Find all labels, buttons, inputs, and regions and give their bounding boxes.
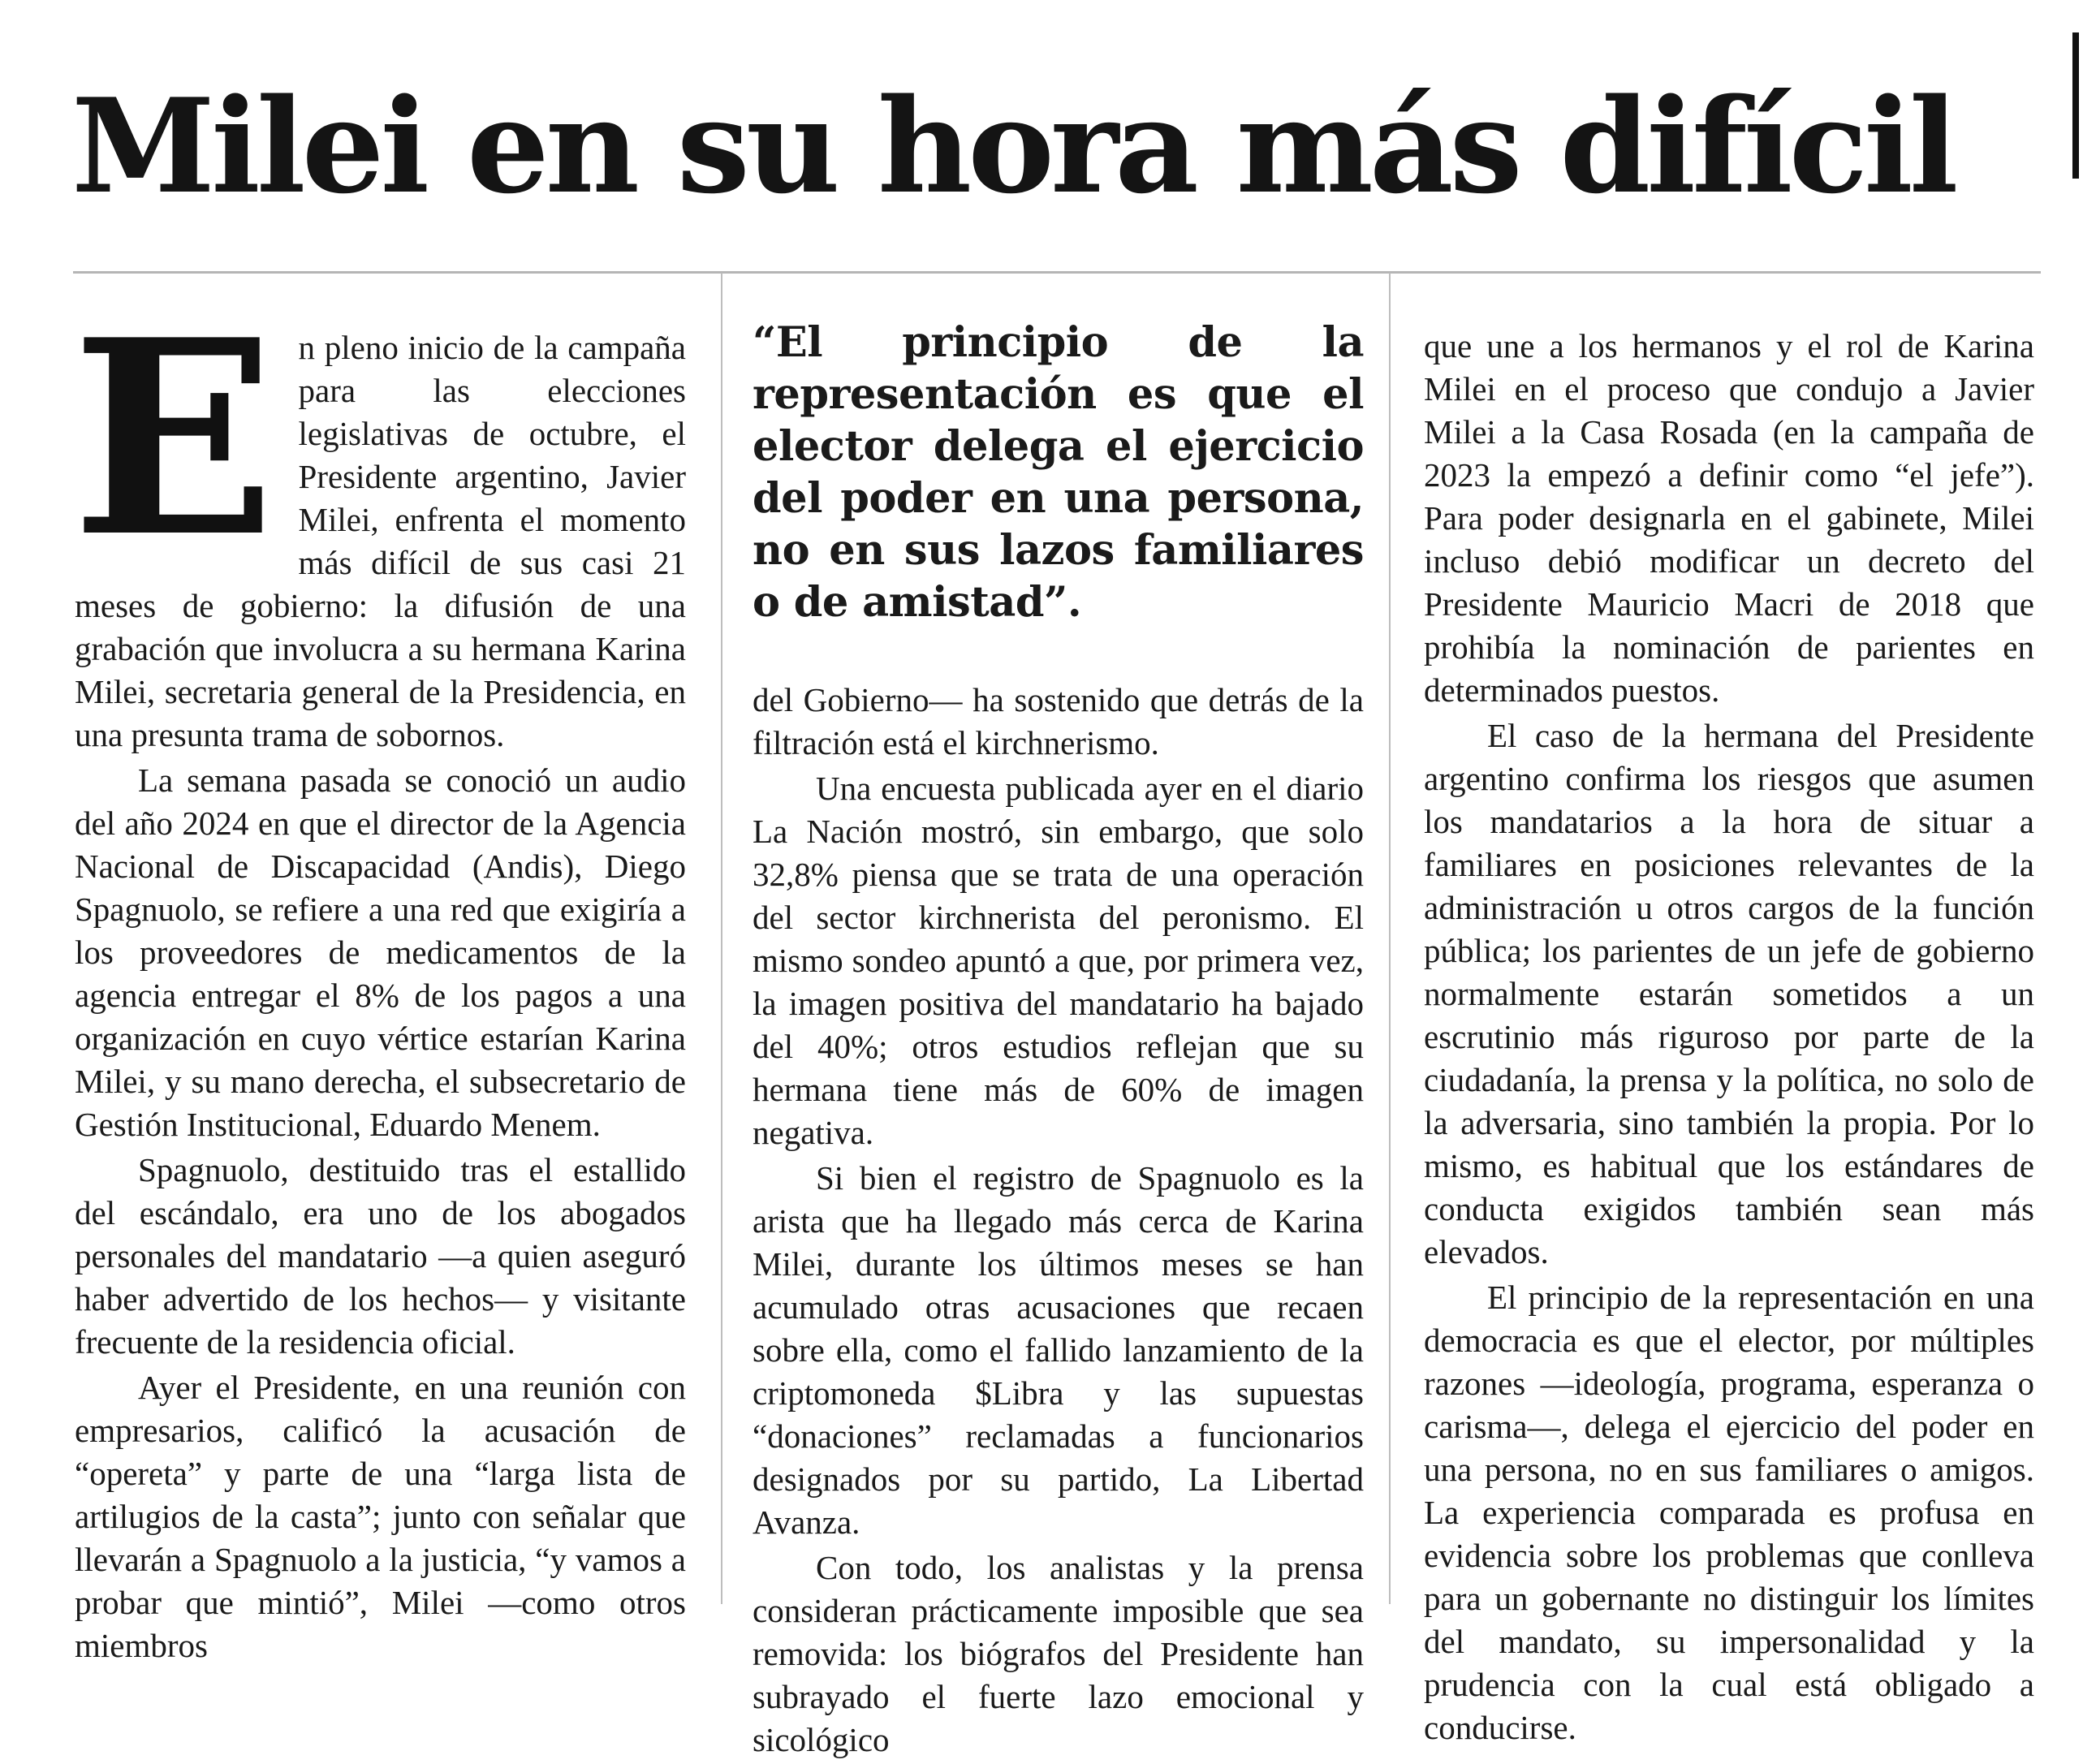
column-divider-2 (1389, 273, 1391, 1604)
pull-quote: “El principio de la representación es que el elector delega el ejercicio del poder en una persona, no en sus lazos familiares o de amistad”. (753, 318, 1364, 627)
paragraph: El principio de la representación en una democracia es que el elector, por múltiples razones —ideología, programa, esperanza o carisma—, delega el ejercicio del poder en una persona, no en sus familiares o amigos. La experiencia comparada es profusa en evidencia sobre los problemas que conlleva para un gobernante no distinguir los límites del mandato, su impersonalidad y la prudencia con la cual está obligado a conducirse. (1424, 1279, 2034, 1746)
paragraph: n pleno inicio de la campaña para las elecciones legislativas de octubre, el Presidente argentino, Javier Milei, enfrenta el momento más difícil de sus casi 21 meses de gobierno: la difusión de una grabación que involucra a su hermana Karina Milei, secretaria general de la Presidencia, en una presunta trama de sobornos. (75, 329, 686, 753)
paragraph: que une a los hermanos y el rol de Karina Milei en el proceso que condujo a Javier Milei a la Casa Rosada (en la campaña de 2023 la empezó a definir como “el jefe”). Para poder designarla en el gabinete, Milei incluso debió modificar un decreto del Presidente Mauricio Macri de 2018 que prohibía la nominación de parientes en determinados puestos. (1424, 327, 2034, 709)
paragraph: El caso de la hermana del Presidente argentino confirma los riesgos que asumen los mandatarios a la hora de situar a familiares en posiciones relevantes de la administración u otros cargos de la función pública; los parientes de un jefe de gobierno normalmente estarán sometidos a un escrutinio más riguroso por parte de la ciudadanía, la prensa y la política, no solo de la adversaria, sino también la propia. Por lo mismo, es habitual que los estándares de conducta exigidos también sean más elevados. (1424, 717, 2034, 1270)
paragraph: Si bien el registro de Spagnuolo es la arista que ha llegado más cerca de Karina Milei, durante los últimos meses se han acumulado otras acusaciones que recaen sobre ella, como el fallido lanzamiento de la criptomoneda $Libra y las supuestas “donaciones” reclamadas a funcionarios designados por su partido, La Libertad Avanza. (753, 1159, 1364, 1541)
column-divider-1 (721, 273, 722, 1604)
paragraph: Una encuesta publicada ayer en el diario La Nación mostró, sin embargo, que solo 32,8% piensa que se trata de una operación del sector kirchnerista del peronismo. El mismo sondeo apuntó a que, por primera vez, la imagen positiva del mandatario ha bajado del 40%; otros estudios reflejan que su hermana tiene más de 60% de imagen negativa. (753, 770, 1364, 1151)
drop-cap: E (71, 281, 276, 596)
paragraph: del Gobierno— ha sostenido que detrás de la filtración está el kirchnerismo. (753, 681, 1364, 761)
column-3 (1424, 325, 2034, 1752)
paragraph: La semana pasada se conoció un audio del año 2024 en que el director de la Agencia Nacional de Discapacidad (Andis), Diego Spagnuolo, se refiere a una red que exigiría a los proveedores de medicamentos de la agencia entregar el 8% de los pagos a una organización en cuyo vértice estarían Karina Milei, y su mano derecha, el subsecretario de Gestión Institucional, Eduardo Menem. (75, 761, 686, 1143)
column-1 (71, 281, 686, 1670)
headline: Milei en su hora más difícil (71, 70, 1955, 222)
headline-divider (73, 271, 2041, 274)
paragraph: Con todo, los analistas y la prensa consideran prácticamente imposible que sea removida: los biógrafos del Presidente han subrayado el fuerte lazo emocional y sicológico (753, 1549, 1364, 1758)
page-edge-rule (2072, 32, 2079, 179)
column-2 (753, 318, 1364, 1764)
paragraph: Spagnuolo, destituido tras el estallido del escándalo, era uno de los abogados personales del mandatario —a quien aseguró haber advertido de los hechos— y visitante frecuente de la residencia oficial. (75, 1151, 686, 1361)
paragraph: Ayer el Presidente, en una reunión con empresarios, calificó la acusación de “opereta” y parte de una “larga lista de artilugios de la casta”; junto con señalar que llevarán a Spagnuolo a la justicia, “y vamos a probar que mintió”, Milei —como otros miembros (75, 1369, 686, 1664)
